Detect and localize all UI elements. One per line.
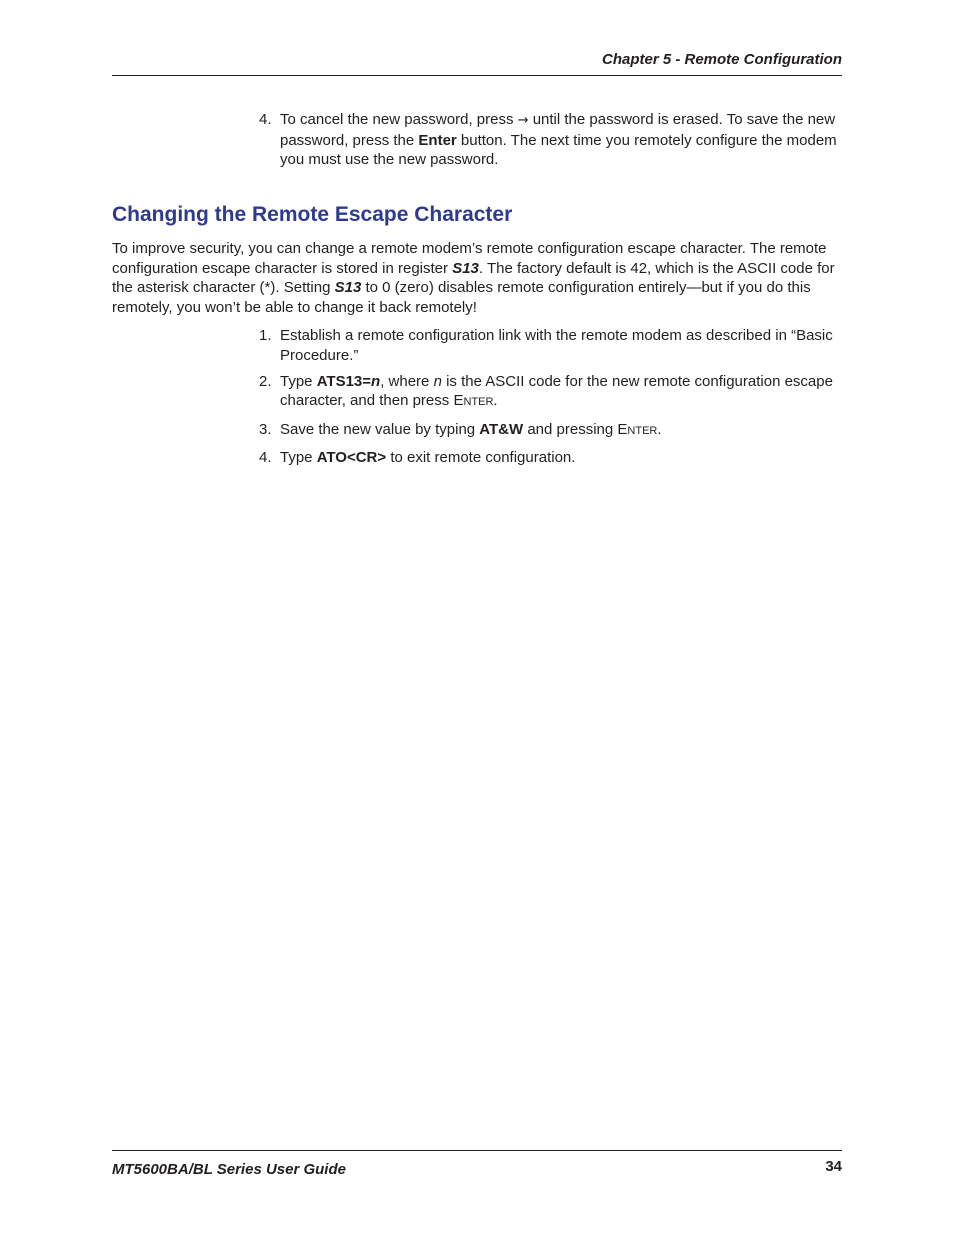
list-item xyxy=(259,372,844,413)
list-item-text: until the password is erased. To save the new password, press the xyxy=(280,111,836,149)
list-item-text: . xyxy=(493,392,498,410)
intro-text: To improve security, you can change a remote modem’s remote configuration escape character. The remote configuration escape character is stored in register xyxy=(112,240,827,277)
enter-key-label: ENTER xyxy=(617,420,658,438)
list-item-text: Save the new value by typing xyxy=(280,420,480,438)
command-text: ATS13=n xyxy=(316,372,381,390)
list-item-text: . xyxy=(657,420,662,438)
list-item-text: Type xyxy=(280,372,317,390)
list-item-number: 4. xyxy=(259,448,272,466)
list-item xyxy=(259,420,844,442)
list-item-text: to exit remote configuration. xyxy=(386,448,576,466)
list-item-text: Type xyxy=(280,448,317,466)
command-text: ATO<CR> xyxy=(316,448,387,466)
intro-text: . The factory default is 42, which is the ASCII code for the asterisk character (*). Setting xyxy=(112,259,835,297)
escape-character-steps-list xyxy=(259,326,844,474)
list-item-text: button. The next time you remotely configure the modem you must use the new password. xyxy=(280,131,837,169)
footer-rule xyxy=(112,1150,842,1151)
list-item-number: 1. xyxy=(259,327,272,344)
list-item-text: To cancel the new password, press xyxy=(280,111,518,128)
header-rule xyxy=(112,75,842,76)
intro-text: to 0 (zero) disables remote configuration entirely—but if you do this remotely, you won’t be able to change it back remotely! xyxy=(112,279,811,316)
list-item-number: 3. xyxy=(259,420,272,438)
list-item-number: 4. xyxy=(259,111,272,128)
list-item-text: is the ASCII code for the new remote configuration escape character, and then press xyxy=(280,372,833,410)
password-steps-list xyxy=(259,110,844,170)
section-heading: Changing the Remote Escape Character xyxy=(112,203,513,226)
enter-button-term: Enter xyxy=(418,131,457,149)
list-item xyxy=(259,326,844,365)
command-text: AT&W xyxy=(479,420,524,438)
list-item-text: Establish a remote configuration link with the remote modem as described in “Basic Procedure.” xyxy=(280,327,833,364)
intro-paragraph xyxy=(112,239,842,317)
list-item-text: , where xyxy=(380,372,434,390)
list-item xyxy=(259,448,844,468)
running-header: Chapter 5 - Remote Configuration xyxy=(601,51,842,68)
list-item-number: 2. xyxy=(259,372,272,390)
register-name: S13 xyxy=(452,259,479,277)
document-title: MT5600BA/BL Series User Guide xyxy=(112,1161,346,1178)
enter-key-label: ENTER xyxy=(453,392,494,410)
list-item-text: and pressing xyxy=(523,420,618,438)
page-number: 34 xyxy=(825,1158,842,1175)
right-arrow-icon: → xyxy=(517,113,529,128)
list-item xyxy=(259,110,844,170)
register-name: S13 xyxy=(334,279,362,297)
variable-name: n xyxy=(433,372,442,390)
